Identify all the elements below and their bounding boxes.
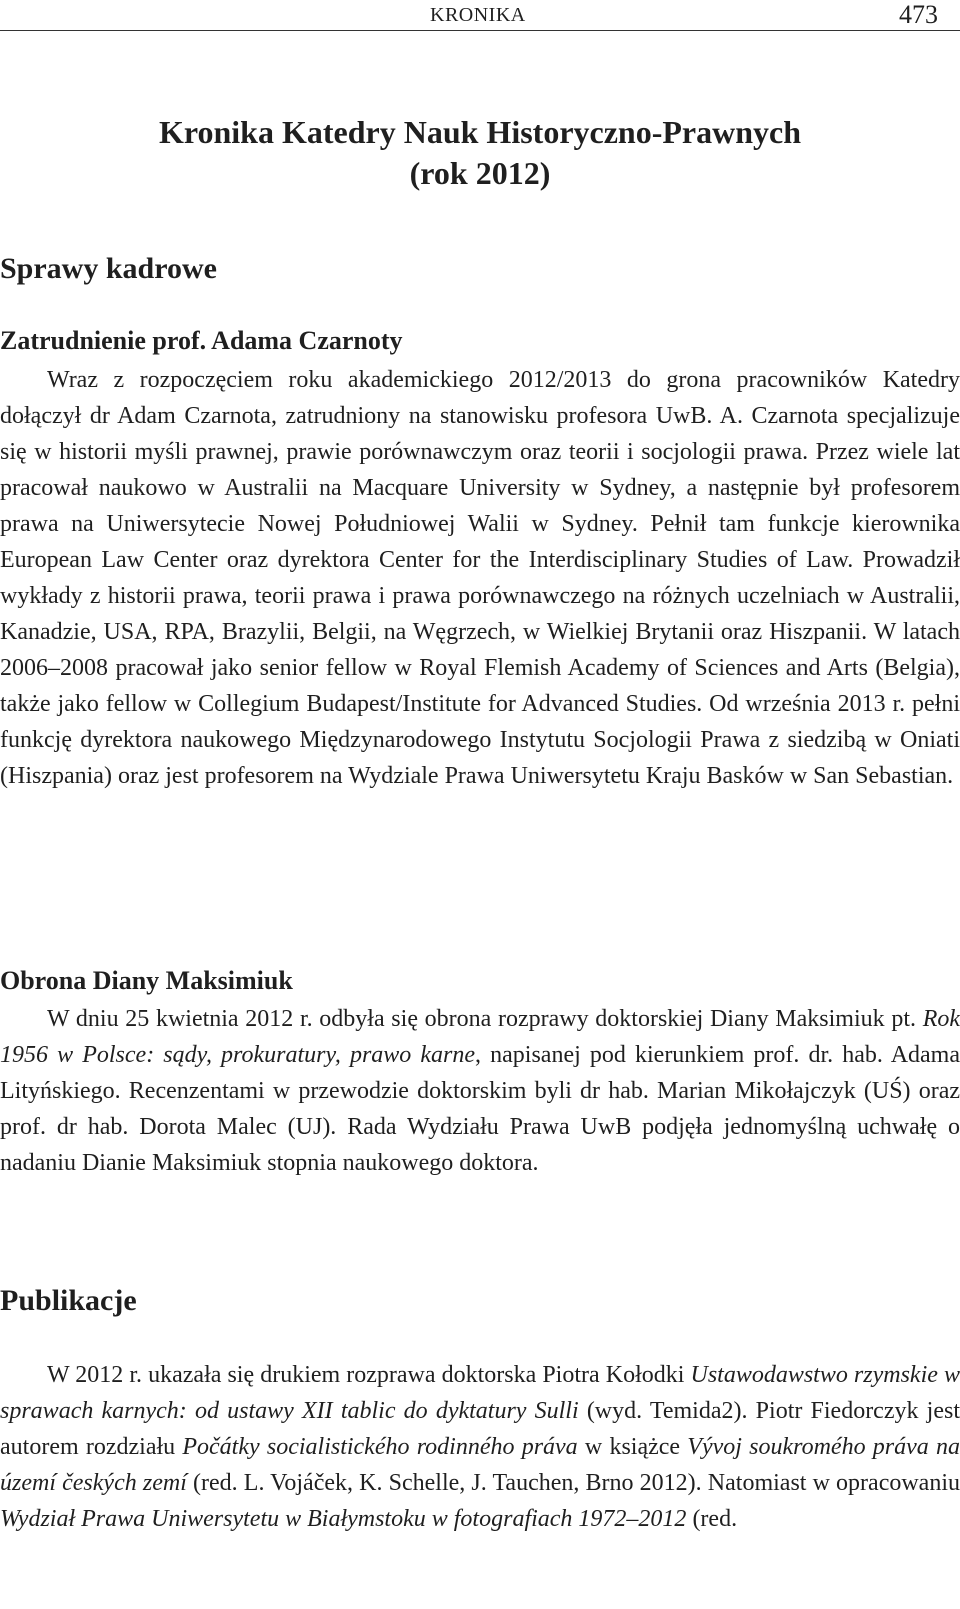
text-segment: W dniu 25 kwietnia 2012 r. odbyła się obrona rozprawy doktorskiej Diany Maksimiuk pt. <box>47 1006 923 1032</box>
page-number: 473 <box>899 0 938 29</box>
header-rule <box>0 30 960 31</box>
book-title: Ustawodawstwo rzymskie w sprawach karnych: od ustawy XII tablic do dyktatury Sulli <box>0 1362 960 1424</box>
text-segment: (red. L. Vojáček, K. Schelle, J. Tauchen, Brno 2012). Natomiast w opracowaniu <box>186 1470 960 1496</box>
book-title: Wydział Prawa Uniwersytetu w Białymstoku w fotografiach 1972–2012 <box>0 1506 687 1532</box>
section-heading-publications: Publikacje <box>0 1284 137 1317</box>
dissertation-title: Rok 1956 w Polsce: sądy, prokuratury, prawo karne <box>0 1006 960 1068</box>
text-segment: (wyd. Temida2). Piotr Fiedorczyk jest autorem rozdziału <box>0 1398 960 1460</box>
page-title: Kronika Katedry Nauk Historyczno-Prawnych <box>158 114 802 150</box>
text-segment: W 2012 r. ukazała się drukiem rozprawa doktorska Piotra Kołodki <box>47 1362 691 1388</box>
running-title: KRONIKA <box>430 4 526 26</box>
paragraph-publications <box>0 1357 960 1537</box>
subheading-czarnota: Zatrudnienie prof. Adama Czarnoty <box>0 326 403 355</box>
text-segment: w książce <box>577 1434 688 1460</box>
text-segment: (red. <box>686 1506 738 1532</box>
paragraph-maksimiuk <box>0 1001 960 1181</box>
book-title: Vývoj soukromého práva na území českých zemí <box>0 1434 960 1496</box>
chapter-title: Počátky socialistického rodinného práva <box>182 1434 578 1460</box>
paragraph-czarnota: Wraz z rozpoczęciem roku akademickiego 2012/2013 do grona pracowników Katedry dołączył dr Adam Czarnota, zatrudniony na stanowisku profesora UwB. A. Czarnota specjalizuje się w historii myśli prawnej, prawie porównawczym oraz teorii i socjologii prawa. Przez wiele lat pracował naukowo w Australii na Macquare University w Sydney, a następnie był profesorem prawa na Uniwersytecie Nowej Południowej Walii w Sydney. Pełnił tam funkcje kierownika European Law Center oraz dyrektora Center for the Interdisciplinary Studies of Law. Prowadził wykłady z historii prawa, teorii prawa i prawa porównawczego na różnych uczelniach w Australii, Kanadzie, USA, RPA, Brazylii, Belgii, na Węgrzech, w Wielkiej Brytanii oraz Hiszpanii. W latach 2006–2008 pracował jako senior fellow w Royal Flemish Academy of Sciences and Arts (Belgia), także jako fellow w Collegium Budapest/Institute for Advanced Studies. Od września 2013 r. pełni funkcję dyrektora naukowego Międzynarodowego Instytutu Socjologii Prawa z siedzibą w Oniati (Hiszpania) oraz jest profesorem na Wydziale Prawa Uniwersytetu Kraju Basków w San Sebastian. <box>0 367 960 789</box>
section-heading-staff: Sprawy kadrowe <box>0 252 217 285</box>
text-segment: , napisanej pod kierunkiem prof. dr. hab. Adama Lityńskiego. Recenzentami w przewodzie doktorskim byli dr hab. Marian Mikołajczyk (UŚ) oraz prof. dr hab. Dorota Malec (UJ). Rada Wydziału Prawa UwB podjęła jednomyślną uchwałę o nadaniu Dianie Maksimiuk stopnia naukowego doktora. <box>0 1042 960 1176</box>
running-header <box>0 0 960 30</box>
page-title-year: (rok 2012) <box>409 155 551 191</box>
subheading-maksimiuk: Obrona Diany Maksimiuk <box>0 966 293 995</box>
